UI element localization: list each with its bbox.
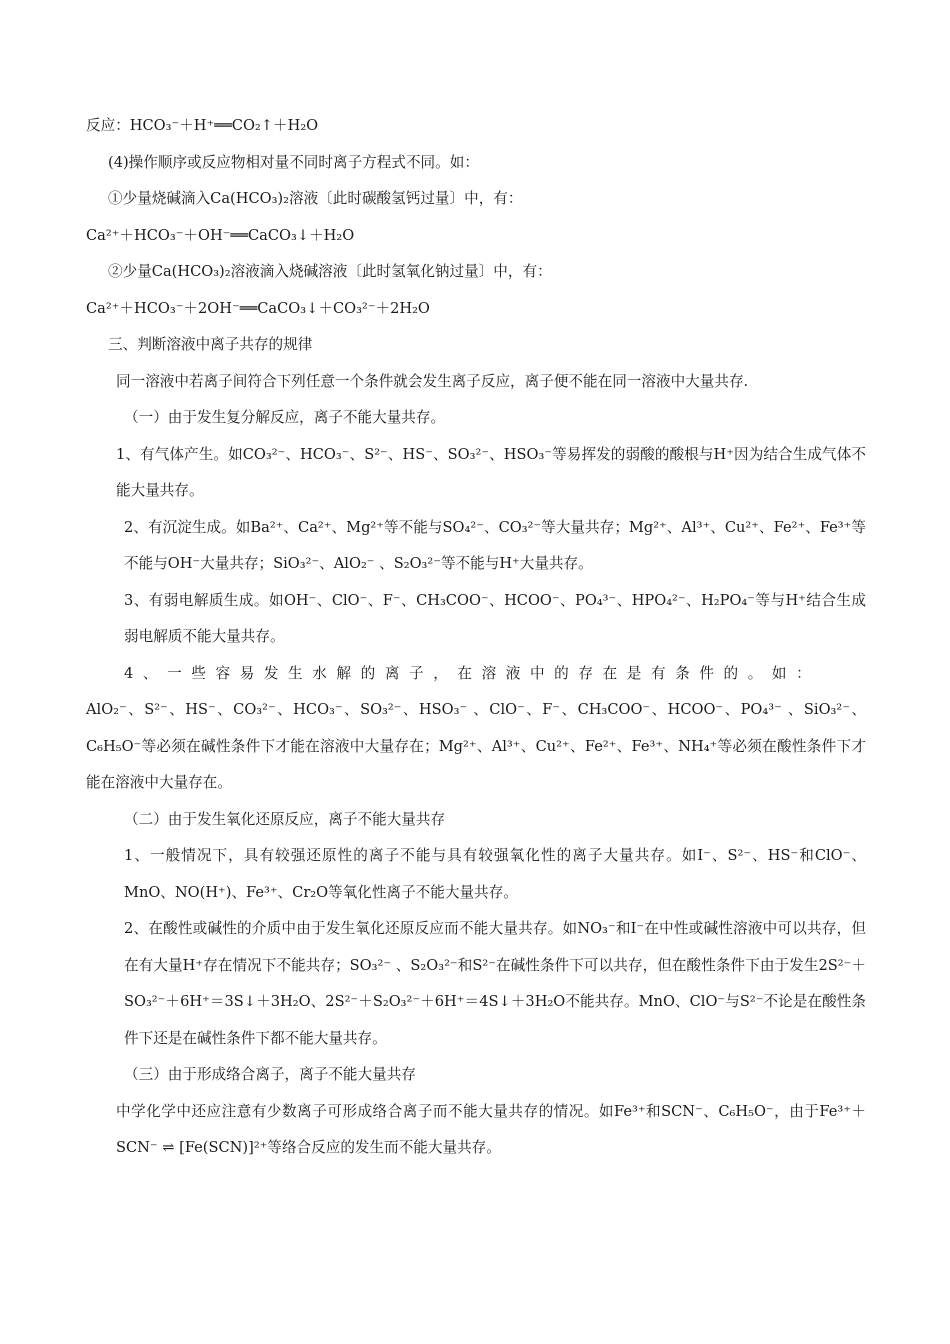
rule-hydrolysis-heading: 4、一些容易发生水解的离子，在溶液中的存在是有条件的。如： <box>124 664 821 682</box>
case-2-equation: Ca²⁺＋HCO₃⁻＋2OH⁻══CaCO₃↓＋CO₃²⁻＋2H₂O <box>86 299 430 317</box>
rule-precipitate-paragraph: 2、有沉淀生成。如Ba²⁺、Ca²⁺、Mg²⁺等不能与SO₄²⁻、CO₃²⁻等大量共存；Mg²⁺、Al³⁺、Cu²⁺、Fe²⁺、Fe³⁺等不能与OH⁻大量共存；SiO₃²⁻、AlO₂⁻ 、S₂O₃²⁻等不能与H⁺大量共存。 <box>124 518 866 572</box>
subsection-3-heading: （三）由于形成络合离子，离子不能大量共存 <box>124 1066 416 1083</box>
point-4-heading: (4)操作顺序或反应物相对量不同时离子方程式不同。如： <box>108 153 479 171</box>
document-page <box>86 108 866 1167</box>
subsection-2-heading: （二）由于发生氧化还原反应，离子不能大量共存 <box>124 810 446 828</box>
complex-ion-paragraph: 中学化学中还应注意有少数离子可形成络合离子而不能大量共存的情况。如Fe³⁺和SCN⁻、C₆H₅O⁻，由于Fe³⁺＋SCN⁻ ⇌ [Fe(SCN)]²⁺等络合反应的发生而不能大量共存。 <box>116 1102 866 1156</box>
redox-rule-2-paragraph: 2、在酸性或碱性的介质中由于发生氧化还原反应而不能大量共存。如NO₃⁻和I⁻在中性或碱性溶液中可以共存，但在有大量H⁺存在情况下不能共存；SO₃²⁻ 、S₂O₃²⁻和S²⁻在碱性条件下可以共存，但在酸性条件下由于发生2S²⁻＋SO₃²⁻＋6H⁺＝3S↓＋3H₂O、2S²⁻＋S₂O₃²⁻＋6H⁺＝4S↓＋3H₂O不能共存。MnO、ClO⁻与S²⁻不论是在酸性条件下还是在碱性条件下都不能大量共存。 <box>124 920 866 1047</box>
subsection-1-heading: （一）由于发生复分解反应，离子不能大量共存。 <box>124 409 446 426</box>
case-1-equation: Ca²⁺＋HCO₃⁻＋OH⁻══CaCO₃↓＋H₂O <box>86 226 355 244</box>
redox-rule-1-paragraph: 1、一般情况下，具有较强还原性的离子不能与具有较强氧化性的离子大量共存。如I⁻、S²⁻、HS⁻和ClO⁻、MnO、NO(H⁺)、Fe³⁺、Cr₂O等氧化性离子不能大量共存。 <box>124 847 866 901</box>
case-1-text: ①少量烧碱滴入Ca(HCO₃)₂溶液〔此时碳酸氢钙过量〕中，有： <box>108 190 523 207</box>
case-2-text: ②少量Ca(HCO₃)₂溶液滴入烧碱溶液〔此时氢氧化钠过量〕中，有： <box>108 263 552 280</box>
rule-weak-electrolyte-paragraph: 3、有弱电解质生成。如OH⁻、ClO⁻、F⁻、CH₃COO⁻、HCOO⁻、PO₄³⁻、HPO₄²⁻、H₂PO₄⁻等与H⁺结合生成弱电解质不能大量共存。 <box>124 591 866 645</box>
rule-gas-paragraph: 1、有气体产生。如CO₃²⁻、HCO₃⁻、S²⁻、HS⁻、SO₃²⁻、HSO₃⁻等易挥发的弱酸的酸根与H⁺因为结合生成气体不能大量共存。 <box>116 445 866 499</box>
section-3-intro: 同一溶液中若离子间符合下列任意一个条件就会发生离子反应，离子便不能在同一溶液中大量共存. <box>116 372 749 390</box>
section-3-heading: 三、判断溶液中离子共存的规律 <box>108 336 313 353</box>
rule-hydrolysis-paragraph: AlO₂⁻、S²⁻、HS⁻、CO₃²⁻、HCO₃⁻、SO₃²⁻、HSO₃⁻ 、ClO⁻、F⁻、CH₃COO⁻、HCOO⁻、PO₄³⁻ 、SiO₃²⁻、C₆H₅O⁻等必须在碱性条件下才能在溶液中大量存在；Mg²⁺、Al³⁺、Cu²⁺、Fe²⁺、Fe³⁺、NH₄⁺等必须在酸性条件下才能在溶液中大量存在。 <box>86 701 866 791</box>
reaction-line: 反应：HCO₃⁻＋H⁺══CO₂↑＋H₂O <box>86 117 319 134</box>
